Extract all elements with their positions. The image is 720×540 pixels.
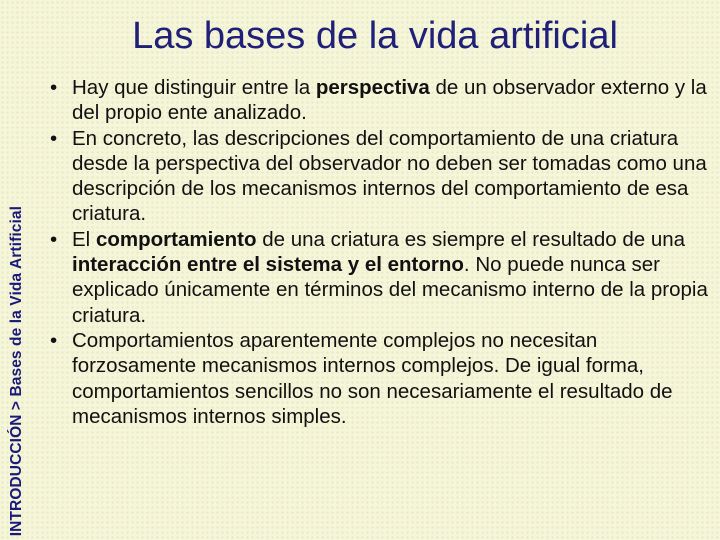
bullet-text: Comportamientos aparentemente complejos no necesitan forzosamente mecanismos internos complejos. De igual forma, comportamientos sencillos no son necesariamente el resultado de mecanismos internos simples. xyxy=(72,328,673,428)
bullet-item xyxy=(46,227,716,328)
bullet-text: . No puede nunca ser explicado únicamente en términos del mecanismo interno de la propia criatura. xyxy=(72,253,708,327)
bullet-text: de un observador externo y la del propio ente analizado. xyxy=(72,76,707,125)
bullet-icon: • xyxy=(50,227,58,251)
breadcrumb-text: INTRODUCCIÓN > Bases de la Vida Artificial xyxy=(8,205,25,536)
bullet-text: Hay que distinguir entre la xyxy=(72,76,316,99)
bullet-emphasis: comportamiento xyxy=(95,227,257,251)
bullet-item xyxy=(46,75,716,126)
bullet-item xyxy=(46,126,716,227)
slide-title: Las bases de la vida artificial xyxy=(132,15,618,57)
bullet-item xyxy=(46,328,716,429)
bullet-icon: • xyxy=(50,126,58,150)
bullet-icon: • xyxy=(50,76,58,99)
bullet-text: El xyxy=(72,227,96,251)
bullet-text: En concreto, las descripciones del comportamiento de una criatura desde la perspectiva del observador no deben ser tomadas como una descripción de los mecanismos internos del comportamiento de esa criatura. xyxy=(72,126,707,226)
sidebar-breadcrumb xyxy=(4,0,30,540)
bullet-list xyxy=(46,75,716,429)
bullet-emphasis: interacción entre el sistema y el entorno xyxy=(72,253,464,277)
bullet-emphasis: perspectiva xyxy=(315,76,430,99)
bullet-icon: • xyxy=(50,328,58,352)
bullet-text: de una criatura es siempre el resultado de una xyxy=(256,227,686,251)
